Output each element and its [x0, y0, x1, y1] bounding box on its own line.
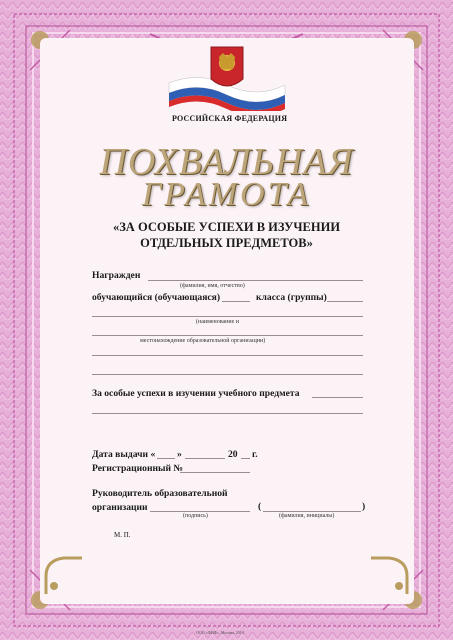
awarded-hint: (фамилия, имя, отчество) — [180, 283, 245, 289]
org-hint-2: местонахождение образовательной организации) — [140, 338, 266, 344]
date-day-field[interactable] — [157, 458, 175, 459]
date-year-field[interactable] — [241, 458, 250, 459]
awarded-name-field[interactable] — [148, 280, 363, 281]
country-name: РОССИЙСКАЯ ФЕДЕРАЦИЯ — [172, 114, 288, 123]
paren-open: ( — [258, 501, 262, 512]
org-name-line-4[interactable] — [92, 374, 363, 375]
subject-field-2[interactable] — [92, 413, 363, 414]
class-group-field[interactable] — [327, 301, 363, 302]
year-prefix: 20 — [228, 449, 238, 460]
paren-close: ) — [362, 501, 366, 512]
subtitle-line-1: «ЗА ОСОБЫЕ УСПЕХИ В ИЗУЧЕНИИ — [112, 220, 341, 234]
org-hint-1: (наименование и — [196, 319, 239, 325]
head-name-field[interactable] — [263, 511, 361, 512]
org-name-line-2[interactable] — [92, 335, 363, 336]
awarded-label: Награжден — [92, 270, 141, 281]
signature-hint: (подпись) — [183, 513, 208, 519]
subject-label: За особые успехи в изучении учебного предмета — [92, 388, 300, 399]
stamp-label: М. П. — [114, 531, 131, 539]
reg-number-field[interactable] — [180, 472, 250, 473]
class-number-field[interactable] — [222, 301, 250, 302]
corner-ornament-left — [44, 556, 84, 596]
org-name-line-1[interactable] — [92, 316, 363, 317]
student-label: обучающийся (обучающаяся) — [92, 292, 221, 303]
title-line-2: ГРАМОТА — [141, 176, 312, 213]
date-label: Дата выдачи « — [92, 449, 156, 460]
year-suffix: г. — [252, 449, 258, 460]
print-info: ООО «ФИФ», Москва, 2019 — [196, 630, 244, 635]
corner-ornament-right — [369, 556, 409, 596]
double-headed-eagle-icon — [211, 47, 243, 86]
signature-field[interactable] — [150, 511, 250, 512]
class-label: класса (группы) — [256, 292, 327, 303]
name-hint: (фамилия, инициалы) — [279, 513, 335, 519]
russian-flag-ribbon — [165, 45, 289, 111]
title-line-1: ПОХВАЛЬНАЯ — [99, 141, 354, 183]
head-label-1: Руководитель образовательной — [92, 488, 228, 499]
subtitle-line-2: ОТДЕЛЬНЫХ ПРЕДМЕТОВ» — [140, 236, 313, 250]
head-label-2: организации — [92, 502, 148, 513]
date-quote: » — [177, 449, 182, 460]
subject-field-1[interactable] — [312, 397, 363, 398]
date-month-field[interactable] — [185, 458, 225, 459]
reg-label: Регистрационный № — [92, 463, 184, 474]
org-name-line-3[interactable] — [92, 355, 363, 356]
